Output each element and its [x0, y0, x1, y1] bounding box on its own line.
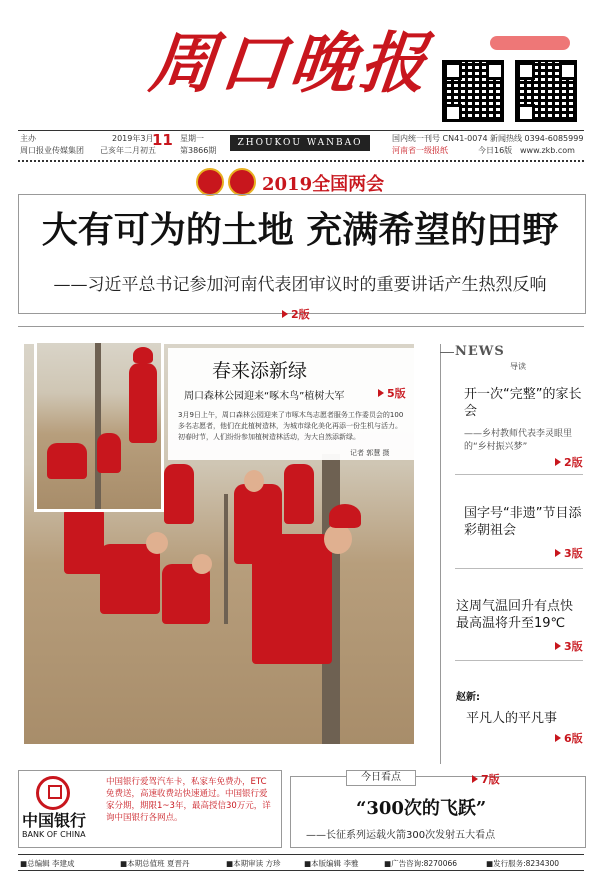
cppcc-emblem-icon — [228, 168, 256, 196]
today-title: “300次的飞跃” — [356, 798, 487, 819]
footer-editor: ■总编辑 李建成 — [20, 859, 75, 868]
news-item[interactable] — [464, 505, 588, 539]
news-item-title: 开一次“完整”的家长会 — [464, 387, 582, 419]
lead-page-label: 2版 — [291, 308, 310, 321]
today-label: 今日看点 — [346, 770, 416, 786]
news-item-page-label: 2版 — [564, 456, 583, 469]
feature-body: 3月9日上午，周口森林公园迎来了市啄木鸟志愿者服务工作委员会的100多名志愿者，他们在此植树造林，为城市绿化美化再添一份生机与活力。初春时节，人们纷纷参加植树造林活动，为大自然添新绿。 — [178, 411, 404, 441]
feature-subtitle: 周口森林公园迎来“啄木鸟”植树大军 — [184, 391, 345, 402]
feature-page-ref[interactable] — [378, 385, 406, 401]
province-label: 河南省一级报纸 — [392, 146, 448, 155]
news-item-page-label: 3版 — [564, 640, 583, 653]
masthead-title: 周口晚报 — [145, 24, 435, 102]
arrow-icon — [555, 642, 561, 650]
sponsor-label: 主办 — [20, 134, 36, 143]
news-item-page-ref[interactable] — [555, 638, 583, 654]
cn-code: 国内统一刊号 CN41-0074 — [392, 134, 488, 143]
today-page-label: 7版 — [481, 773, 500, 786]
news-item-page-label: 6版 — [564, 732, 583, 745]
issue-day: 11 — [152, 131, 173, 149]
footer-page-editor: ■本版编辑 李雅 — [304, 859, 359, 868]
bank-ad-text: 中国银行爱驾汽车卡，私家车免费办，ETC免费送，高速收费站快速通过。中国银行爱家分期，期限1~3年，最高授信30万元，详询中国银行各网点。 — [106, 777, 271, 823]
bank-logo-icon — [36, 776, 70, 810]
issue-number: 第3866期 — [180, 146, 217, 155]
news-item-page-ref[interactable] — [555, 545, 583, 561]
website: www.zkb.com — [520, 146, 575, 155]
news-item-desc: ——乡村教师代表李灵眼里的“乡村振兴梦” — [464, 429, 573, 452]
banner-tag: 2019全国两会 — [262, 174, 385, 195]
arrow-icon — [555, 458, 561, 466]
news-item-title: 平凡人的平凡事 — [466, 711, 558, 726]
news-sub: 导读 — [510, 362, 526, 371]
bank-name-en: BANK OF CHINA — [22, 830, 86, 839]
news-item-title: 国字号“非遗”节目添彩朝祖会 — [464, 506, 582, 538]
footer-distribution: ■发行服务:8234300 — [486, 859, 560, 868]
lead-headline[interactable]: 大有可为的土地 充满希望的田野 — [41, 209, 559, 251]
arrow-icon — [472, 775, 478, 783]
footer-ad-contact: ■广告咨询:8270066 — [384, 859, 458, 868]
feature-title[interactable]: 春来添新绿 — [212, 360, 308, 382]
masthead-english: ZHOUKOU WANBAO — [230, 135, 370, 151]
lunar-date: 己亥年二月初五 — [100, 146, 156, 155]
news-item[interactable] — [456, 598, 586, 632]
app-badge-icon — [490, 36, 570, 50]
sponsor: 周口报业传媒集团 — [20, 146, 84, 155]
news-item-prefix: 赵新: — [456, 692, 480, 703]
qr-code-right — [515, 60, 577, 122]
feature-byline: 记者 郭慧 摄 — [350, 449, 390, 457]
arrow-icon — [555, 549, 561, 557]
page-count: 今日16版 — [478, 146, 513, 155]
news-item-page-label: 3版 — [564, 547, 583, 560]
hotline: 新闻热线 0394-6085999 — [490, 134, 584, 143]
feature-page-label: 5版 — [387, 387, 406, 400]
news-item-title: 这周气温回升有点快 最高温将升至19℃ — [456, 599, 574, 631]
footer-duty: ■本期总值班 夏晋丹 — [120, 859, 190, 868]
today-page-ref[interactable] — [472, 771, 500, 787]
news-label: NEWS — [455, 344, 505, 359]
weekday: 星期一 — [180, 134, 204, 143]
news-item-page-ref[interactable] — [555, 730, 583, 746]
inset-photo — [34, 340, 164, 512]
arrow-icon — [555, 734, 561, 742]
news-item-page-ref[interactable] — [555, 454, 583, 470]
news-item[interactable] — [464, 386, 588, 454]
lead-page-ref[interactable] — [282, 306, 310, 322]
lead-subheadline: ——习近平总书记参加河南代表团审议时的重要讲话产生热烈反响 — [53, 275, 547, 295]
footer-review: ■本期审读 方珍 — [226, 859, 281, 868]
qr-code-left — [442, 60, 504, 122]
news-item[interactable] — [466, 710, 590, 727]
today-subtitle: ——长征系列运载火箭300次发射五大看点 — [306, 830, 496, 841]
bank-name-cn: 中国银行 — [22, 811, 87, 830]
arrow-icon — [282, 310, 288, 318]
issue-date: 2019年3月 — [112, 134, 154, 143]
arrow-icon — [378, 389, 384, 397]
national-emblem-icon — [196, 168, 224, 196]
